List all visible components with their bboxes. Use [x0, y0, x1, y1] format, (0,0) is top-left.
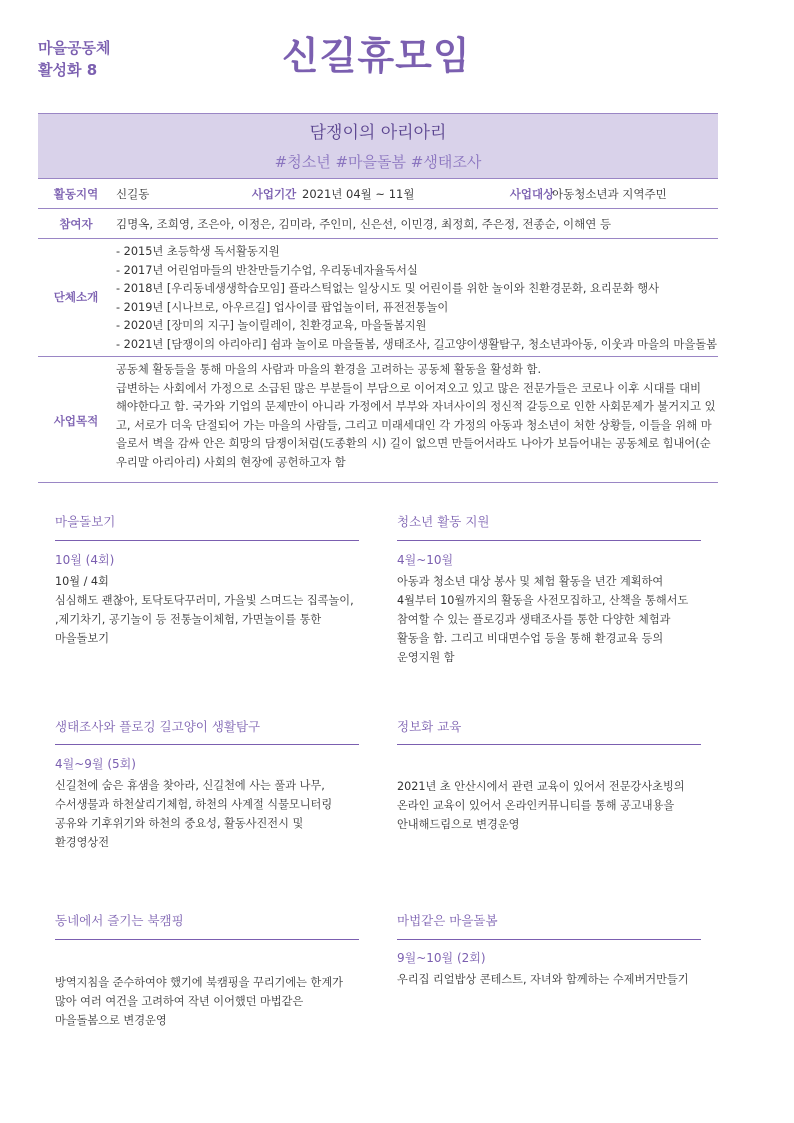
section-title: 생태조사와 플로깅 길고양이 생활탐구 — [55, 719, 261, 734]
section-body-line: 4월부터 10월까지의 활동을 사전모집하고, 산책을 통해서도 — [397, 594, 689, 607]
section-body-line: 안내해드림으로 변경운영 — [397, 818, 520, 831]
section-title: 마법같은 마을돌봄 — [397, 913, 498, 928]
section-title: 마을돌보기 — [55, 514, 116, 529]
intro-item: - 2020년 [장미의 지구] 놀이릴레이, 친환경교육, 마을돌봄지원 — [116, 319, 427, 332]
section-body — [55, 572, 375, 648]
section-body-line: 10월 / 4회 — [55, 575, 109, 588]
section-body-line: 마을돌보기 — [55, 632, 110, 645]
area-label: 활동지역 — [53, 187, 99, 201]
section-body — [55, 973, 375, 1030]
purpose-line: 을로서 벽을 감싸 안은 희망의 담쟁이처럼(도종환의 시) 길이 없으면 만들어서라도 나아가 보듬어내는 공동체로 힘내어(순 — [116, 437, 711, 450]
target-value: 아동청소년과 지역주민 — [552, 187, 667, 201]
section-title: 동네에서 즐기는 북캠핑 — [55, 913, 184, 928]
purpose-text — [116, 361, 718, 472]
section-body — [55, 776, 375, 852]
project-title: 담쟁이의 아리아리 — [309, 123, 447, 143]
section-body-line: 신길천에 숨은 휴샘을 찾아라, 신길천에 사는 풀과 나무, — [55, 779, 325, 792]
members-label: 참여자 — [59, 217, 93, 231]
section-body-line: 참여할 수 있는 플로깅과 생태조사를 통한 다양한 체험과 — [397, 613, 671, 626]
section-body-line: 아동과 청소년 대상 봉사 및 체험 활동을 년간 계획하여 — [397, 575, 664, 588]
info-row-members — [38, 209, 718, 239]
info-row-purpose — [38, 357, 718, 483]
section-body-line: 방역지침을 준수하여야 했기에 북캠핑을 꾸리기에는 한계가 — [55, 976, 343, 989]
members-value: 김명옥, 조희영, 조은아, 이정은, 김미라, 주인미, 신은선, 이민경, 최정희, 주은정, 전종순, 이해연 등 — [116, 217, 612, 231]
period-value: 2021년 04월 ~ 11월 — [302, 187, 415, 201]
info-row-basic — [38, 178, 718, 209]
section-body-line: ,제기차기, 공기놀이 등 전통놀이체험, 가면놀이를 통한 — [55, 613, 322, 626]
section-body-line: 심심해도 괜찮아, 토닥토닥꾸러미, 가을빛 스며드는 집콕놀이, — [55, 594, 354, 607]
section-body-line: 운영지원 함 — [397, 651, 455, 664]
target-label: 사업대상 — [509, 187, 555, 201]
section-title: 정보화 교육 — [397, 719, 462, 734]
section-body — [397, 970, 717, 989]
project-tags: #청소년 #마을돌봄 #생태조사 — [274, 153, 482, 171]
area-value: 신길동 — [116, 187, 150, 201]
purpose-label: 사업목적 — [53, 414, 99, 428]
section-title: 청소년 활동 지원 — [397, 514, 490, 529]
series-line-2: 활성화 8 — [38, 61, 98, 79]
section-body-line: 환경영상전 — [55, 836, 110, 849]
section-body-line: 많아 여러 여건을 고려하여 작년 이어했던 마법같은 — [55, 995, 304, 1008]
purpose-line: 우리말 아리아리) 사회의 현장에 공헌하고자 함 — [116, 455, 346, 469]
purpose-line: 고, 서로가 더욱 단절되어 가는 마을의 사람들, 그리고 미래세대인 각 가정의 아동과 청소년이 처한 상황들, 이들을 위해 마 — [116, 418, 712, 432]
intro-list — [116, 243, 718, 354]
section-body-line: 마을돌봄으로 변경운영 — [55, 1014, 167, 1027]
section-period: 9월~10월 (2회) — [397, 951, 486, 965]
intro-item: - 2018년 [우리동네생생학습모임] 플라스틱없는 일상시도 및 어린이를 위한 놀이와 친환경문화, 요리문화 행사 — [116, 282, 660, 295]
intro-item: - 2017년 어린엄마들의 반찬만들기수업, 우리동네자율독서실 — [116, 263, 418, 277]
period-label: 사업기간 — [251, 187, 297, 201]
intro-label: 단체소개 — [53, 290, 99, 304]
purpose-line: 해야한다고 함. 국가와 기업의 문제만이 아니라 가정에서 부부와 자녀사이의 정신적 갈등으로 인한 사회문제가 불거지고 있 — [116, 400, 716, 413]
intro-item: - 2015년 초등학생 독서활동지원 — [116, 245, 280, 258]
intro-item: - 2019년 [시나브로, 아우르길] 업사이클 팝업놀이터, 퓨전전통놀이 — [116, 300, 449, 314]
series-label — [38, 37, 110, 81]
section-divider — [397, 540, 701, 541]
series-line-1: 마을공동체 — [38, 39, 111, 57]
purpose-line: 공동체 활동들을 통해 마을의 사람과 마을의 환경을 고려하는 공동체 활동을 활성화 함. — [116, 363, 542, 376]
section-period: 10월 (4회) — [55, 553, 115, 567]
section-body — [397, 572, 717, 667]
section-body-line: 2021년 초 안산시에서 관련 교육이 있어서 전문강사초빙의 — [397, 780, 685, 793]
purpose-line: 급변하는 사회에서 가정으로 소급된 많은 부분들이 부담으로 이어져오고 있고 많은 전문가들은 코로나 이후 시대를 대비 — [116, 381, 702, 395]
section-body-line: 공유와 기후위기와 하천의 중요성, 활동사진전시 및 — [55, 817, 304, 830]
section-period: 4월~10월 — [397, 553, 454, 567]
section-body-line: 수서생물과 하천살리기체험, 하천의 사계절 식물모니터링 — [55, 798, 333, 811]
section-body-line: 우리집 리얼밥상 콘테스트, 자녀와 함께하는 수제버거만들기 — [397, 973, 689, 986]
section-divider — [397, 939, 701, 940]
section-divider — [397, 744, 701, 745]
section-divider — [55, 939, 359, 940]
info-row-intro — [38, 239, 718, 357]
section-period: 4월~9월 (5회) — [55, 757, 136, 771]
project-title-band — [38, 113, 718, 179]
section-body-line: 활동을 함. 그리고 비대면수업 등을 통해 환경교육 등의 — [397, 632, 664, 645]
intro-item: - 2021년 [담쟁이의 아리아리] 쉼과 놀이로 마을돌봄, 생태조사, 길고양이생활탐구, 청소년과아동, 이웃과 마을의 마을돌봄 — [116, 337, 718, 351]
section-body-line: 온라인 교육이 있어서 온라인커뮤니티를 통해 공고내용을 — [397, 799, 675, 812]
section-divider — [55, 540, 359, 541]
section-body — [397, 777, 717, 834]
brand-title: 신길휴모임 — [282, 34, 471, 78]
section-divider — [55, 744, 359, 745]
